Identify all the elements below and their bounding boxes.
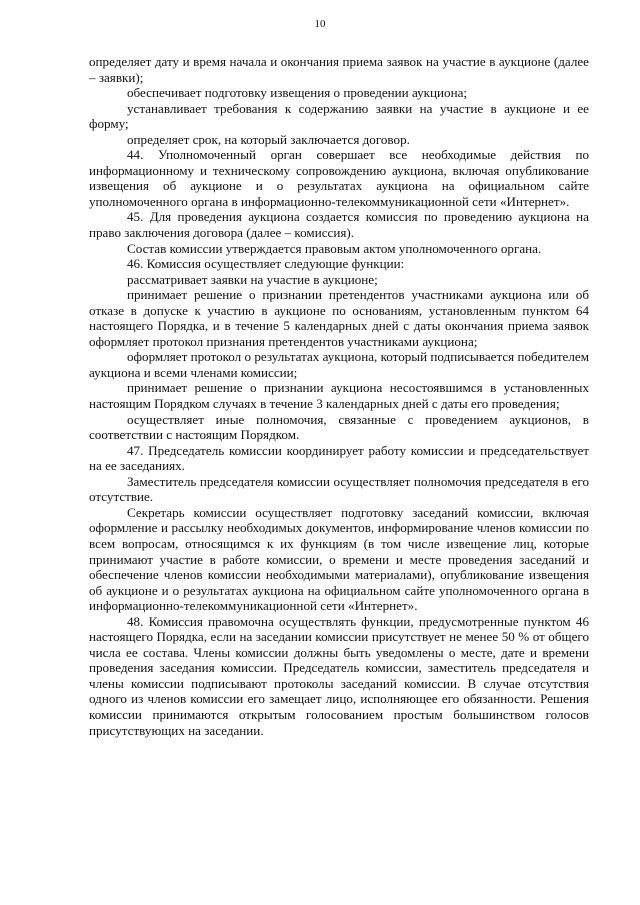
paragraph: Состав комиссии утверждается правовым актом уполномоченного органа.	[127, 240, 542, 256]
paragraph: оформляет протокол о результатах аукциона, который подписывается победителем аукциона и всеми членами комиссии;	[89, 349, 589, 380]
document-body	[89, 54, 589, 738]
paragraph-47: 47. Председатель комиссии координирует работу комиссии и председательствует на ее заседаниях.	[89, 442, 589, 474]
page-number: 10	[314, 18, 326, 30]
paragraph: принимает решение о признании претендентов участниками аукциона или об отказе в допуске к участию в аукционе по основаниям, установленным пунктом 64 настоящего Порядка, и в течение 5 календарных дней с даты окончания приема заявок оформляет протокол признания претендентов участниками аукциона;	[89, 287, 589, 349]
paragraph: устанавливает требования к содержанию заявки на участие в аукционе и ее форму;	[89, 100, 589, 132]
paragraph-48: 48. Комиссия правомочна осуществлять функции, предусмотренные пунктом 46 настоящего Порядка, если на заседании комиссии присутствует не менее 50 % от общего числа ее состава. Члены комиссии должны быть уведомлены о месте, дате и времени проведения заседания комиссии. Председатель комиссии, заместитель председателя и члены комиссии подписывают протоколы заседаний комиссии. В случае отсутствия одного из членов комиссии его замещает лицо, исполняющее его обязанности. Решения комиссии принимаются открытым голосованием простым большинством голосов присутствующих на заседании.	[89, 613, 589, 738]
paragraph: Заместитель председателя комиссии осуществляет полномочия председателя в его отсутствие.	[89, 473, 589, 505]
paragraph: Секретарь комиссии осуществляет подготовку заседаний комиссии, включая оформление и рассылку необходимых документов, информирование членов комиссии по всем вопросам, относящимся к их функциям (в том числе извещение лиц, которые принимают участие в работе комиссии, о времени и месте проведения заседаний и обеспечение членов комиссии необходимыми материалами), опубликование извещения об аукционе и о результатах аукциона на официальном сайте уполномоченного органа в информационно-телекоммуникационной сети «Интернет».	[89, 504, 589, 614]
paragraph: принимает решение о признании аукциона несостоявшимся в установленных настоящим Порядком случаях в течение 3 календарных дней с даты его проведения;	[89, 380, 589, 412]
paragraph-45: 45. Для проведения аукциона создается комиссия по проведению аукциона на право заключения договора (далее – комиссия).	[89, 209, 589, 241]
paragraph-44: 44. Уполномоченный орган совершает все необходимые действия по информационному и техническому сопровождению аукциона, включая опубликование извещения об аукционе и о результатах аукциона на официальном сайте уполномоченного органа в информационно-телекоммуникационной сети «Интернет».	[89, 147, 589, 209]
paragraph-46: 46. Комиссия осуществляет следующие функции:	[127, 256, 405, 272]
paragraph: обеспечивает подготовку извещения о проведении аукциона;	[127, 85, 468, 101]
paragraph: определяет дату и время начала и окончания приема заявок на участие в аукционе (далее – заявки);	[89, 54, 589, 85]
paragraph: определяет срок, на который заключается договор.	[127, 131, 410, 147]
paragraph: рассматривает заявки на участие в аукционе;	[127, 271, 378, 287]
paragraph: осуществляет иные полномочия, связанные с проведением аукционов, в соответствии с настоящим Порядком.	[89, 411, 589, 443]
